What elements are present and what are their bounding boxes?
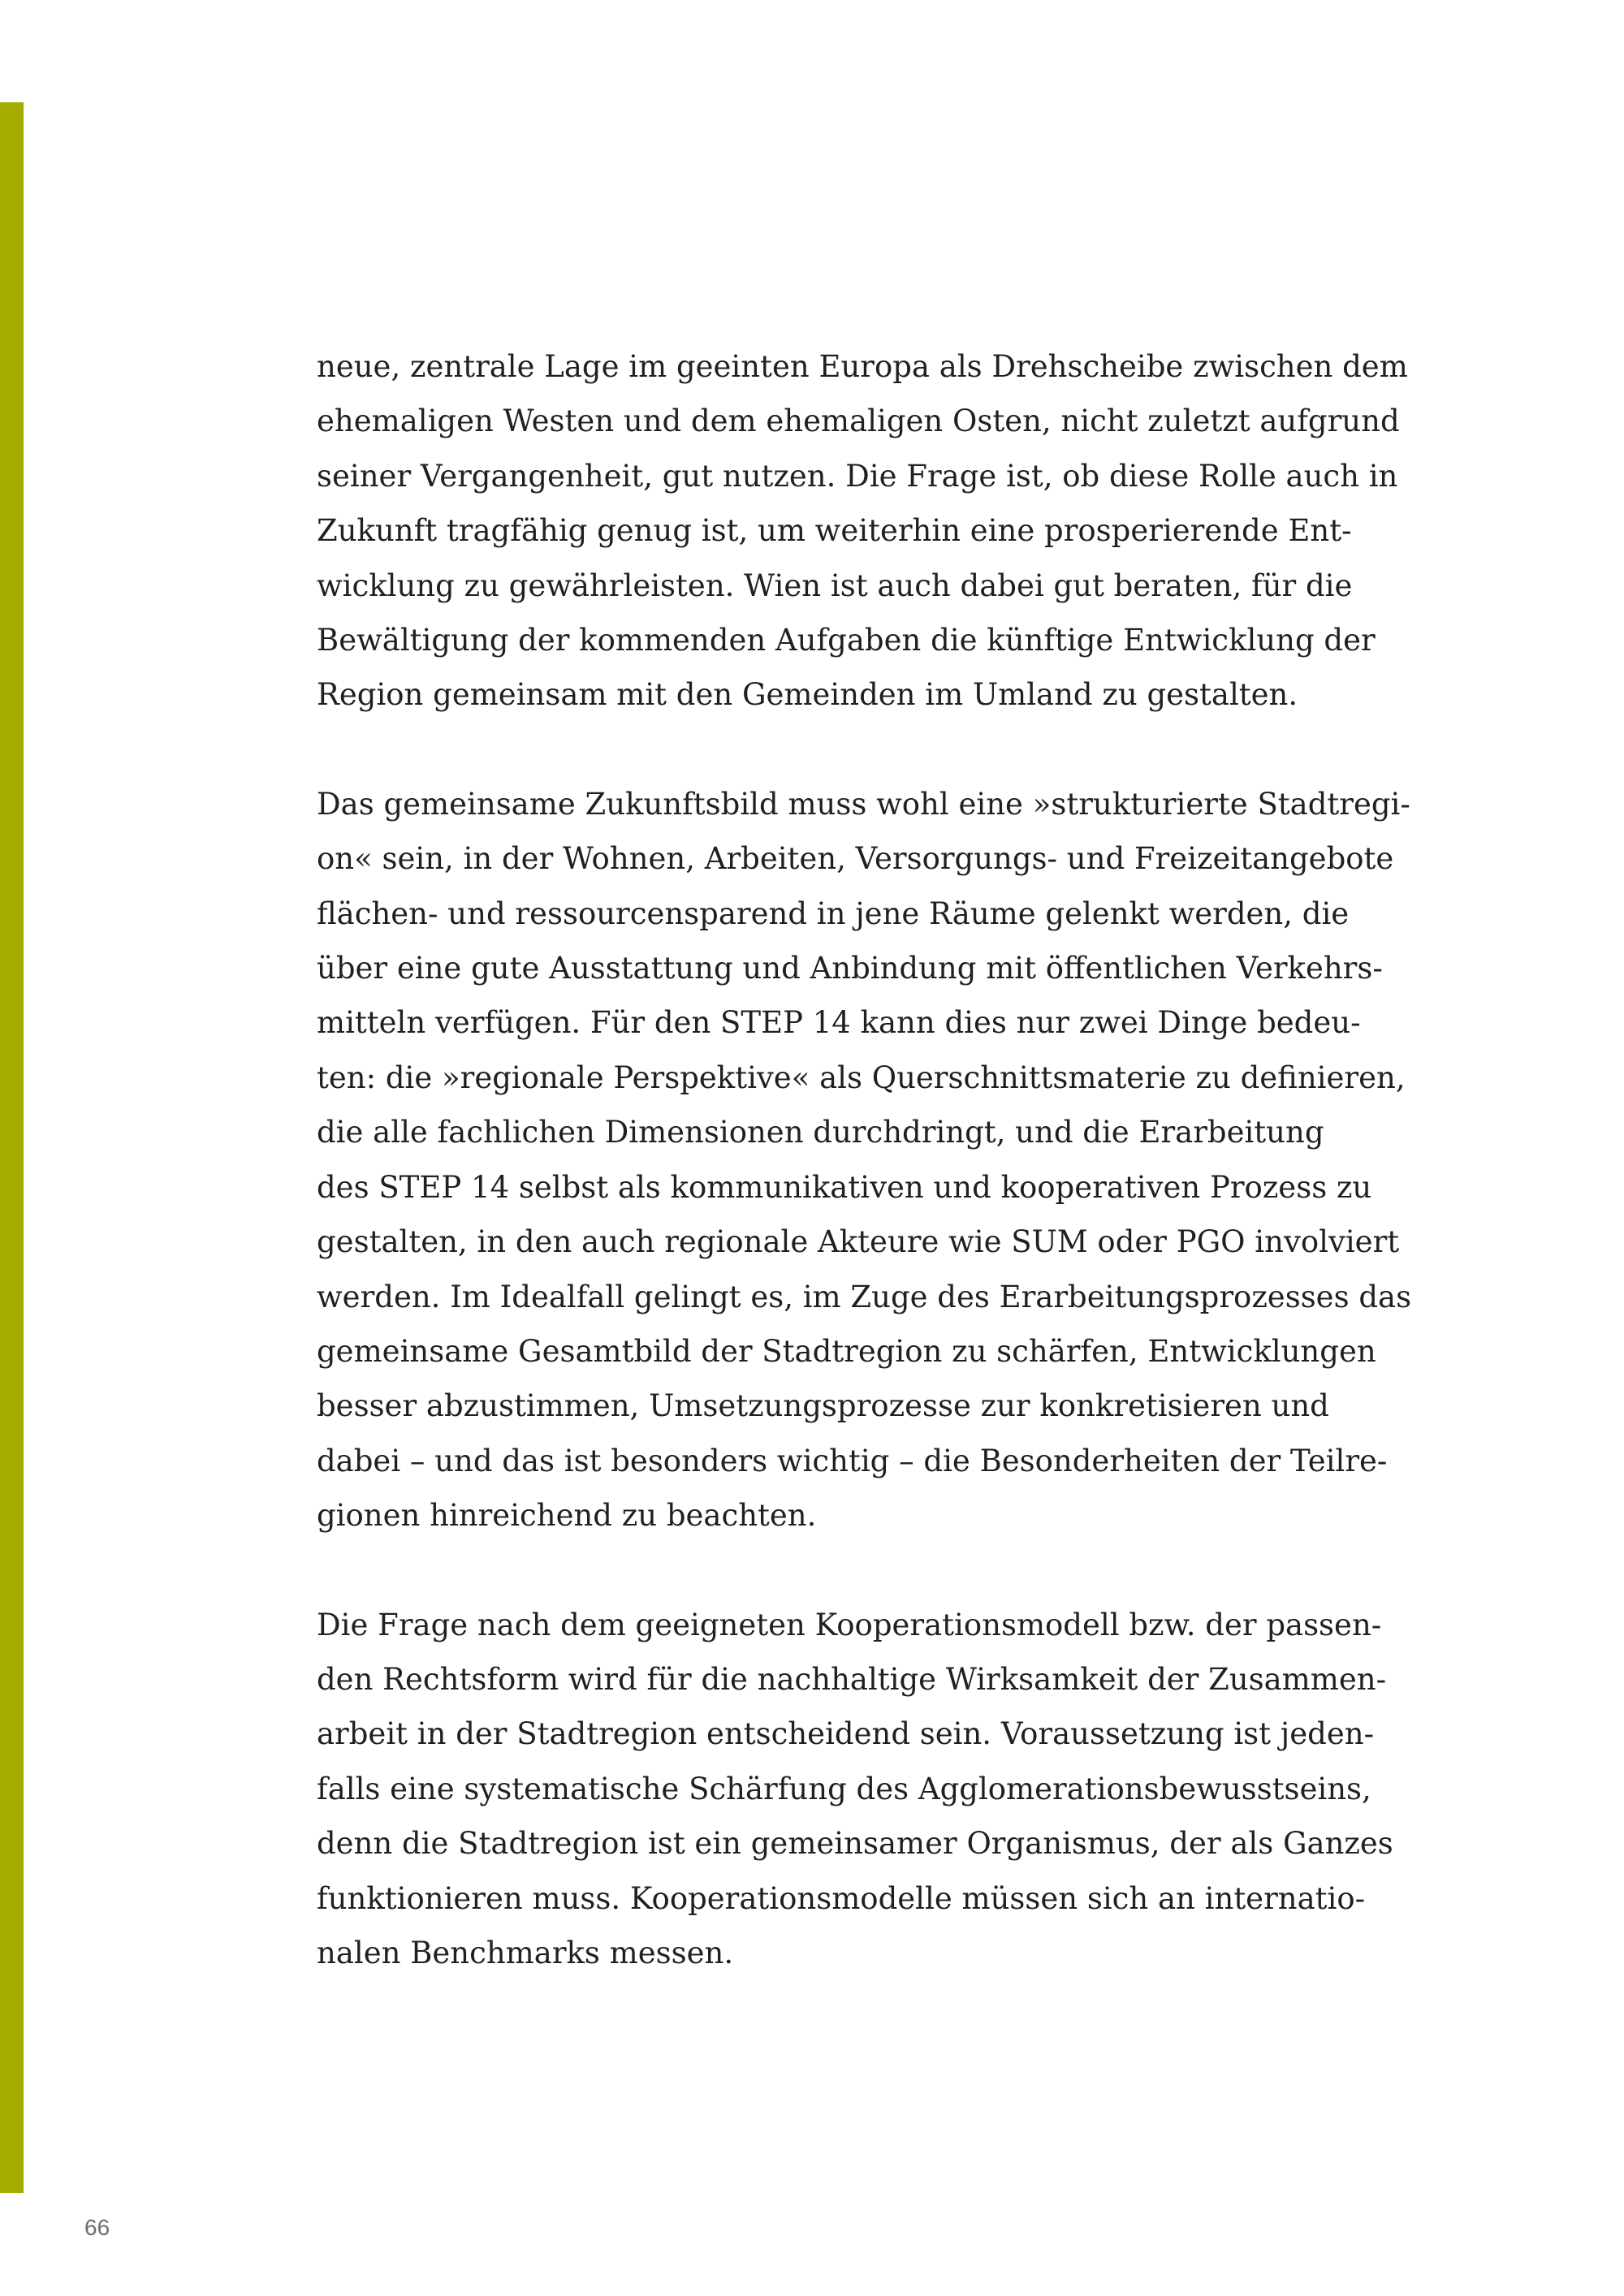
- text-line: Das gemeinsame Zukunftsbild muss wohl eine »strukturierte Stadtregi-: [317, 786, 1410, 822]
- text-line: flächen- und ressourcensparend in jene Räume gelenkt werden, die: [317, 896, 1350, 931]
- text-line: neue, zentrale Lage im geeinten Europa als Drehscheibe zwischen dem: [317, 349, 1408, 384]
- text-line: nalen Benchmarks messen.: [317, 1935, 734, 1970]
- text-line: werden. Im Idealfall gelingt es, im Zuge des Erarbeitungsprozesses das: [317, 1279, 1412, 1314]
- text-line: denn die Stadtregion ist ein gemeinsamer Organismus, der als Ganzes: [317, 1826, 1393, 1862]
- text-line: Region gemeinsam mit den Gemeinden im Umland zu gestalten.: [317, 677, 1298, 713]
- paragraph-3: [317, 1598, 1393, 1981]
- text-line: arbeit in der Stadtregion entscheidend sein. Voraussetzung ist jeden-: [317, 1716, 1375, 1752]
- text-line: ehemaligen Westen und dem ehemaligen Osten, nicht zuletzt aufgrund: [317, 404, 1400, 439]
- text-line: den Rechtsform wird für die nachhaltige Wirksamkeit der Zusammen-: [317, 1661, 1387, 1697]
- text-line: funktionieren muss. Kooperationsmodelle müssen sich an internatio-: [317, 1880, 1366, 1916]
- text-line: Zukunft tragfähig genug ist, um weiterhin eine prosperierende Ent-: [317, 513, 1352, 549]
- text-column: [317, 339, 1412, 1980]
- text-line: seiner Vergangenheit, gut nutzen. Die Frage ist, ob diese Rolle auch in: [317, 458, 1398, 494]
- text-line: gionen hinreichend zu beachten.: [317, 1498, 817, 1534]
- text-line: on« sein, in der Wohnen, Arbeiten, Versorgungs- und Freizeitangebote: [317, 841, 1394, 877]
- text-line: dabei – und das ist besonders wichtig – die Besonderheiten der Teilre-: [317, 1443, 1388, 1478]
- text-line: gemeinsame Gesamtbild der Stadtregion zu schärfen, Entwicklungen: [317, 1333, 1376, 1369]
- text-line: Bewältigung der kommenden Aufgaben die künftige Entwicklung der: [317, 623, 1376, 658]
- accent-bar: [0, 102, 24, 2193]
- text-line: besser abzustimmen, Umsetzungsprozesse zur konkretisieren und: [317, 1388, 1329, 1424]
- page-number: 66: [84, 2215, 110, 2240]
- text-line: wicklung zu gewährleisten. Wien ist auch dabei gut beraten, für die: [317, 568, 1353, 603]
- text-line: des STEP 14 selbst als kommunikativen und kooperativen Prozess zu: [317, 1169, 1372, 1205]
- text-line: mitteln verfügen. Für den STEP 14 kann dies nur zwei Dinge bedeu-: [317, 1005, 1361, 1041]
- paragraph-1: [317, 339, 1408, 723]
- text-line: gestalten, in den auch regionale Akteure wie SUM oder PGO involviert: [317, 1224, 1400, 1260]
- text-line: die alle fachlichen Dimensionen durchdringt, und die Erarbeitung: [317, 1115, 1324, 1150]
- text-line: Die Frage nach dem geeigneten Kooperationsmodell bzw. der passen-: [317, 1607, 1382, 1642]
- text-line: über eine gute Ausstattung und Anbindung mit öffentlichen Verkehrs-: [317, 951, 1383, 986]
- text-line: falls eine systematische Schärfung des Agglomerationsbewusstseins,: [317, 1771, 1371, 1806]
- paragraph-2: [317, 777, 1412, 1543]
- text-line: ten: die »regionale Perspektive« als Querschnittsmaterie zu definieren,: [317, 1060, 1406, 1095]
